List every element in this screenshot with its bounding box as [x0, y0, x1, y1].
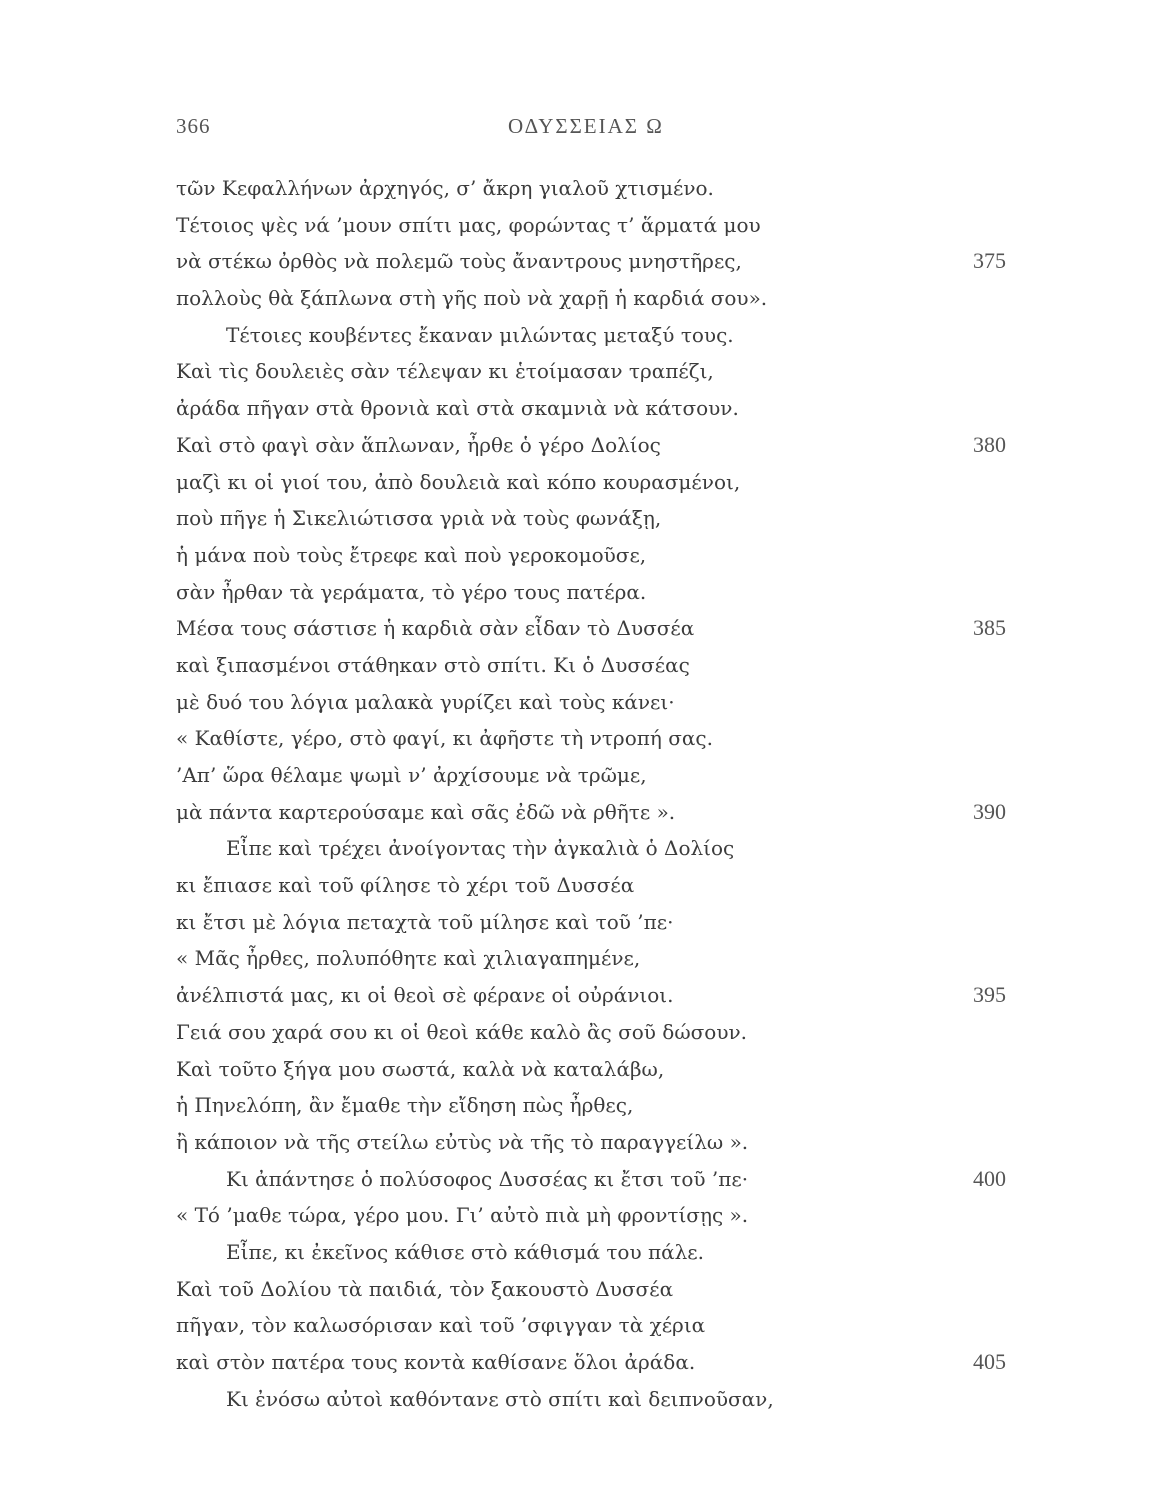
- verse-text: ποὺ πῆγε ἡ Σικελιώτισσα γριὰ νὰ τοὺς φωνάξῃ,: [176, 506, 662, 531]
- line-number: 385: [973, 615, 1006, 641]
- verse-text: Γειά σου χαρά σου κι οἱ θεοὶ κάθε καλὸ ἂς σοῦ δώσουν.: [176, 1019, 748, 1044]
- verse-text: « Μᾶς ἦρθες, πολυπόθητε καὶ χιλιαγαπημένε,: [176, 946, 641, 971]
- verse-line: [176, 867, 1006, 904]
- verse-text: « Τό ’μαθε τώρα, γέρο μου. Γι’ αὐτὸ πιὰ μὴ φροντίσῃς ».: [176, 1203, 749, 1228]
- verse-line: [176, 940, 1006, 977]
- verse-text: ’Απ’ ὥρα θέλαμε ψωμὶ ν’ ἀρχίσουμε νὰ τρῶμε,: [176, 763, 647, 787]
- verse-line: [176, 794, 1006, 831]
- verse-text: Μέσα τους σάστισε ἡ καρδιὰ σὰν εἶδαν τὸ Δυσσέα: [176, 616, 695, 641]
- verse-text: τῶν Κεφαλλήνων ἀρχηγός, σ’ ἄκρη γιαλοῦ χτισμένο.: [176, 176, 714, 200]
- verse-line: [176, 610, 1006, 647]
- verse-text: μὰ πάντα καρτερούσαμε καὶ σᾶς ἐδῶ νὰ ρθῆτε ».: [176, 799, 676, 824]
- verse-text: κι ἔπιασε καὶ τοῦ φίλησε τὸ χέρι τοῦ Δυσσέα: [176, 873, 635, 898]
- verse-text: « Καθίστε, γέρο, στὸ φαγί, κι ἀφῆστε τὴ ντροπή σας.: [176, 726, 713, 751]
- verse-text: Καὶ τὶς δουλειὲς σὰν τέλεψαν κι ἑτοίμασαν τραπέζι,: [176, 359, 714, 384]
- verse-line: [176, 1344, 1006, 1381]
- verse-line: [176, 280, 1006, 317]
- verse-line: [176, 1014, 1006, 1051]
- verse-text: Καὶ τοῦτο ξήγα μου σωστά, καλὰ νὰ καταλάβω,: [176, 1056, 665, 1081]
- verse-line: [176, 353, 1006, 390]
- verse-line: [176, 574, 1006, 611]
- verse-line: [176, 1161, 1006, 1198]
- verse-text: μαζὶ κι οἱ γιοί του, ἀπὸ δουλειὰ καὶ κόπο κουρασμένοι,: [176, 469, 741, 494]
- verse-text: σὰν ἦρθαν τὰ γεράματα, τὸ γέρο τους πατέρα.: [176, 579, 647, 604]
- line-number: 390: [973, 798, 1006, 824]
- verse-line: [176, 1051, 1006, 1088]
- verse-text: Τέτοιος ψὲς νά ’μουν σπίτι μας, φορώντας τ’ ἅρματά μου: [176, 212, 761, 237]
- verse-line: [176, 684, 1006, 721]
- verse-line: [176, 1197, 1006, 1234]
- line-number: 395: [973, 982, 1006, 1008]
- verse-line: [176, 830, 1006, 867]
- verse-text: Καὶ τοῦ Δολίου τὰ παιδιά, τὸν ξακουστὸ Δυσσέα: [176, 1276, 674, 1301]
- verse-block: [176, 170, 1006, 1417]
- verse-line: [176, 500, 1006, 537]
- verse-text: ἀράδα πῆγαν στὰ θρονιὰ καὶ στὰ σκαμνιὰ νὰ κάτσουν.: [176, 396, 739, 421]
- line-number: 405: [973, 1349, 1006, 1374]
- verse-text: νὰ στέκω ὀρθὸς νὰ πολεμῶ τοὺς ἄναντρους μνηστῆρες,: [176, 249, 742, 274]
- verse-line: [176, 317, 1006, 354]
- page-number: 366: [176, 114, 211, 138]
- verse-line: [176, 1124, 1006, 1161]
- verse-text: Εἶπε καὶ τρέχει ἀνοίγοντας τὴν ἀγκαλιὰ ὁ Δολίος: [226, 836, 735, 861]
- line-number: 375: [973, 248, 1006, 274]
- verse-line: [176, 720, 1006, 757]
- verse-text: καὶ στὸν πατέρα τους κοντὰ καθίσανε ὅλοι ἀράδα.: [176, 1350, 696, 1374]
- verse-line: [176, 1234, 1006, 1271]
- verse-text: Καὶ στὸ φαγὶ σὰν ἅπλωναν, ἦρθε ὁ γέρο Δολίος: [176, 432, 661, 457]
- verse-line: [176, 464, 1006, 501]
- verse-text: Κι ἐνόσω αὐτοὶ καθόντανε στὸ σπίτι καὶ δειπνοῦσαν,: [226, 1386, 774, 1411]
- line-number: 400: [973, 1165, 1006, 1191]
- verse-text: κι ἔτσι μὲ λόγια πεταχτὰ τοῦ μίλησε καὶ τοῦ ’πε·: [176, 909, 674, 934]
- verse-line: [176, 1087, 1006, 1124]
- verse-text: Τέτοιες κουβέντες ἔκαναν μιλώντας μεταξύ τους.: [226, 322, 734, 347]
- running-title: ΟΔΥΣΣΕΙΑΣ Ω: [508, 114, 664, 138]
- verse-line: [176, 170, 1006, 207]
- verse-line: [176, 977, 1006, 1014]
- verse-text: ἀνέλπιστά μας, κι οἱ θεοὶ σὲ φέρανε οἱ οὐράνιοι.: [176, 983, 674, 1008]
- verse-text: ἡ μάνα ποὺ τοὺς ἔτρεφε καὶ ποὺ γεροκομοῦσε,: [176, 542, 647, 567]
- verse-line: [176, 427, 1006, 464]
- verse-line: [176, 390, 1006, 427]
- verse-text: ἢ κάποιον νὰ τῆς στείλω εὐτὺς νὰ τῆς τὸ παραγγείλω ».: [176, 1129, 749, 1154]
- verse-line: [176, 1381, 1006, 1418]
- verse-text: μὲ δυό του λόγια μαλακὰ γυρίζει καὶ τοὺς κάνει·: [176, 689, 675, 714]
- verse-text: καὶ ξιπασμένοι στάθηκαν στὸ σπίτι. Κι ὁ Δυσσέας: [176, 652, 690, 677]
- verse-text: Κι ἀπάντησε ὁ πολύσοφος Δυσσέας κι ἔτσι τοῦ ’πε·: [226, 1166, 749, 1191]
- verse-line: [176, 537, 1006, 574]
- line-number: 380: [973, 431, 1006, 457]
- verse-line: [176, 647, 1006, 684]
- verse-line: [176, 757, 1006, 794]
- verse-line: [176, 243, 1006, 280]
- verse-line: [176, 1271, 1006, 1308]
- verse-line: [176, 904, 1006, 941]
- verse-text: πῆγαν, τὸν καλωσόρισαν καὶ τοῦ ’σφιγγαν τὰ χέρια: [176, 1313, 706, 1338]
- verse-line: [176, 207, 1006, 244]
- verse-line: [176, 1307, 1006, 1344]
- verse-text: Εἶπε, κι ἐκεῖνος κάθισε στὸ κάθισμά του πάλε.: [226, 1239, 704, 1264]
- verse-text: πολλοὺς θὰ ξάπλωνα στὴ γῆς ποὺ νὰ χαρῇ ἡ καρδιά σου».: [176, 286, 768, 311]
- page-header: [176, 114, 1006, 144]
- verse-text: ἡ Πηνελόπη, ἂν ἔμαθε τὴν εἴδηση πὼς ἦρθες,: [176, 1093, 634, 1118]
